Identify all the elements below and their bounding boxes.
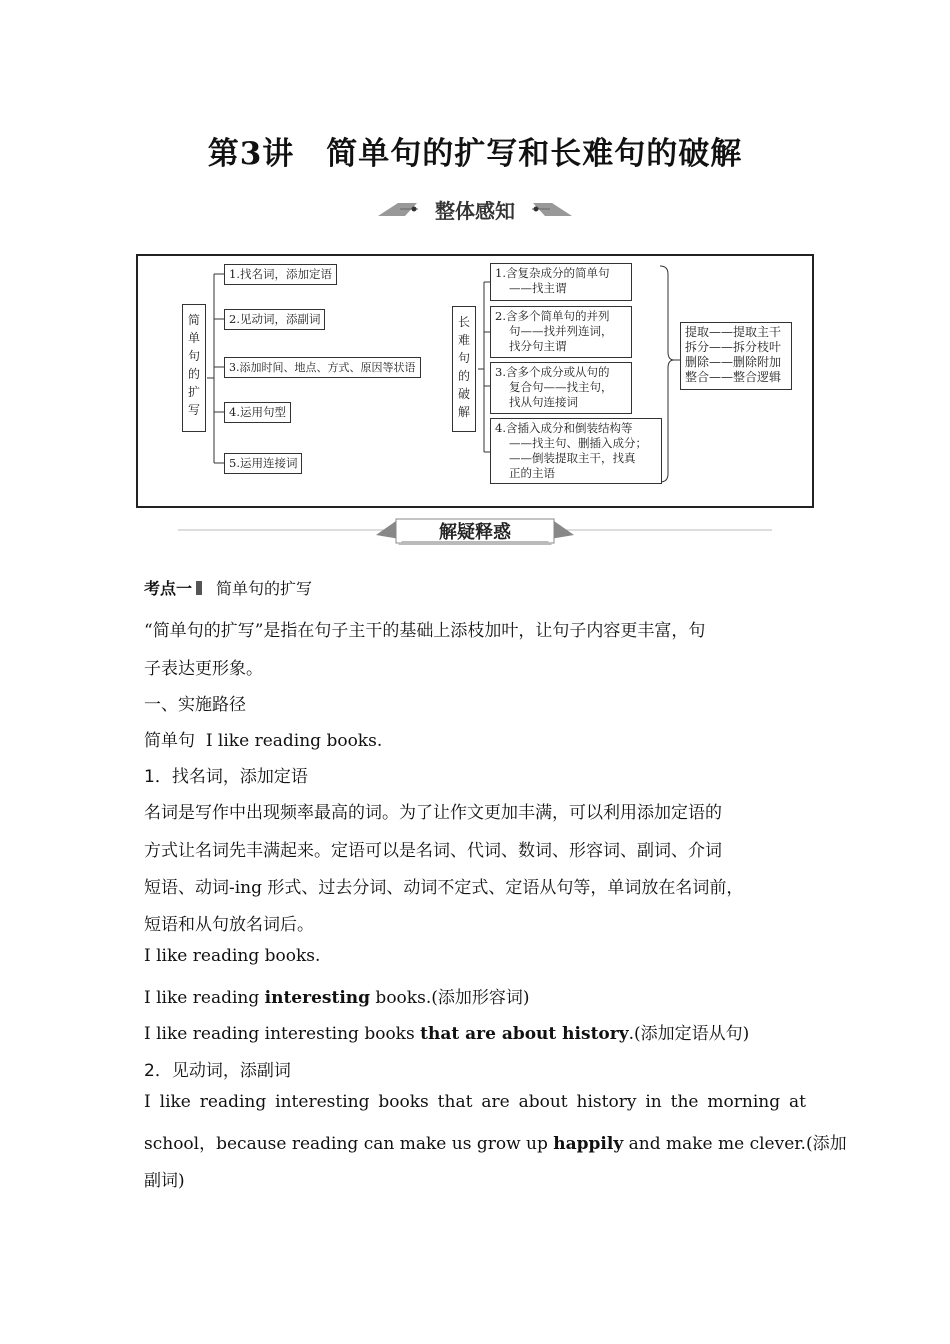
example-line (144, 983, 529, 1008)
example-line (144, 1019, 749, 1044)
text-segment: I like reading interesting books (144, 1024, 421, 1044)
item-line: 2.含多个简单句的并列 (495, 309, 610, 323)
item-line: ——找主句、删插入成分； (509, 436, 647, 450)
root-char: 简 (187, 313, 200, 327)
step1-title: 1．找名词，添加定语 (144, 767, 308, 787)
text-segment: school，because reading can make us grow up (144, 1134, 554, 1154)
root-char: 句 (187, 349, 200, 363)
example-simple (144, 726, 382, 751)
item-line: 复合句——找主句， (509, 380, 613, 394)
root-char: 解 (457, 405, 470, 419)
paragraph-line: 名词是写作中出现频率最高的词。为了让作文更加丰满，可以利用添加定语的 (144, 803, 722, 823)
section-badge: 考点一 (144, 579, 193, 598)
banner-label: 整体感知 (435, 199, 515, 223)
root-char: 的 (187, 367, 200, 381)
diagram-right-box (680, 322, 792, 390)
bold-segment: that are about history (420, 1024, 629, 1044)
diagram-mid-item (490, 306, 632, 358)
right-line: 整合——整合逻辑 (685, 370, 782, 384)
banner-overview (0, 195, 950, 235)
text-segment: books.(添加形容词) (370, 988, 530, 1008)
step2-title: 2．见动词，添副词 (144, 1061, 291, 1081)
section-heading (144, 576, 312, 599)
text-segment: I like reading (144, 988, 265, 1008)
root-char: 破 (457, 387, 470, 401)
root-char: 难 (457, 333, 470, 347)
text-segment: .(添加定语从句) (628, 1024, 750, 1044)
root-char: 句 (457, 351, 470, 365)
root-char: 长 (457, 315, 470, 329)
banner-explain (0, 515, 950, 555)
diagram-left-item: 3.添加时间、地点、方式、原因等状语 (224, 357, 421, 378)
diagram-left-item: 1.找名词，添加定语 (224, 264, 337, 285)
root-char: 写 (187, 403, 200, 417)
intro-line: “简单句的扩写”是指在句子主干的基础上添枝加叶，让句子内容更丰富，句 (144, 621, 706, 641)
right-line: 删除——删除附加 (685, 355, 782, 369)
badge-marker (196, 581, 202, 595)
item-line: ——倒装提取主干，找真 (509, 451, 636, 465)
example-line: I like reading interesting books that are about history in the morning at (144, 1092, 806, 1112)
diagram-mid-root (452, 306, 476, 432)
structure-diagram (136, 254, 814, 508)
diagram-left-item: 2.见动词，添副词 (224, 309, 325, 330)
item-line: 4.含插入成分和倒装结构等 (495, 421, 633, 435)
item-line: 找从句连接词 (509, 395, 578, 409)
item-line: 句——找并列连词， (509, 324, 613, 338)
heading-path: 一、实施路径 (144, 695, 246, 715)
item-line: 找分句主谓 (509, 339, 567, 353)
diagram-left-root (182, 304, 206, 432)
example-sentence: I like reading books. (205, 731, 383, 751)
item-line: ——找主谓 (509, 281, 567, 295)
right-line: 拆分——拆分枝叶 (685, 340, 782, 354)
item-line: 1.含复杂成分的简单句 (495, 266, 610, 280)
text-segment: and make me clever.(添加 (623, 1134, 847, 1154)
paragraph-line: 短语、动词-ing 形式、过去分词、动词不定式、定语从句等，单词放在名词前， (144, 878, 744, 898)
item-line: 3.含多个成分或从句的 (495, 365, 610, 379)
paragraph-line: 短语和从句放名词后。 (144, 915, 314, 935)
root-char: 的 (457, 369, 470, 383)
bold-segment: happily (553, 1134, 624, 1154)
diagram-mid-item (490, 418, 662, 484)
diagram-left-item: 4.运用句型 (224, 402, 291, 423)
right-line: 提取——提取主干 (685, 325, 782, 339)
example-line (144, 1129, 847, 1154)
root-char: 扩 (187, 385, 200, 399)
root-char: 单 (187, 331, 200, 345)
banner-label: 解疑释惑 (439, 522, 511, 543)
diagram-left-item: 5.运用连接词 (224, 453, 302, 474)
item-line: 正的主语 (509, 466, 555, 480)
paragraph-line: 方式让名词先丰满起来。定语可以是名词、代词、数词、形容词、副词、介词 (144, 841, 722, 861)
example-label: 简单句 (144, 731, 195, 751)
intro-line: 子表达更形象。 (144, 659, 263, 679)
diagram-mid-item (490, 362, 632, 414)
section-title: 简单句的扩写 (216, 579, 313, 598)
example-line: I like reading books. (144, 946, 321, 966)
page-title: 第3讲 简单句的扩写和长难句的破解 (207, 136, 743, 172)
diagram-mid-item (490, 263, 632, 301)
bold-segment: interesting (264, 988, 371, 1008)
example-line: 副词) (144, 1171, 185, 1191)
